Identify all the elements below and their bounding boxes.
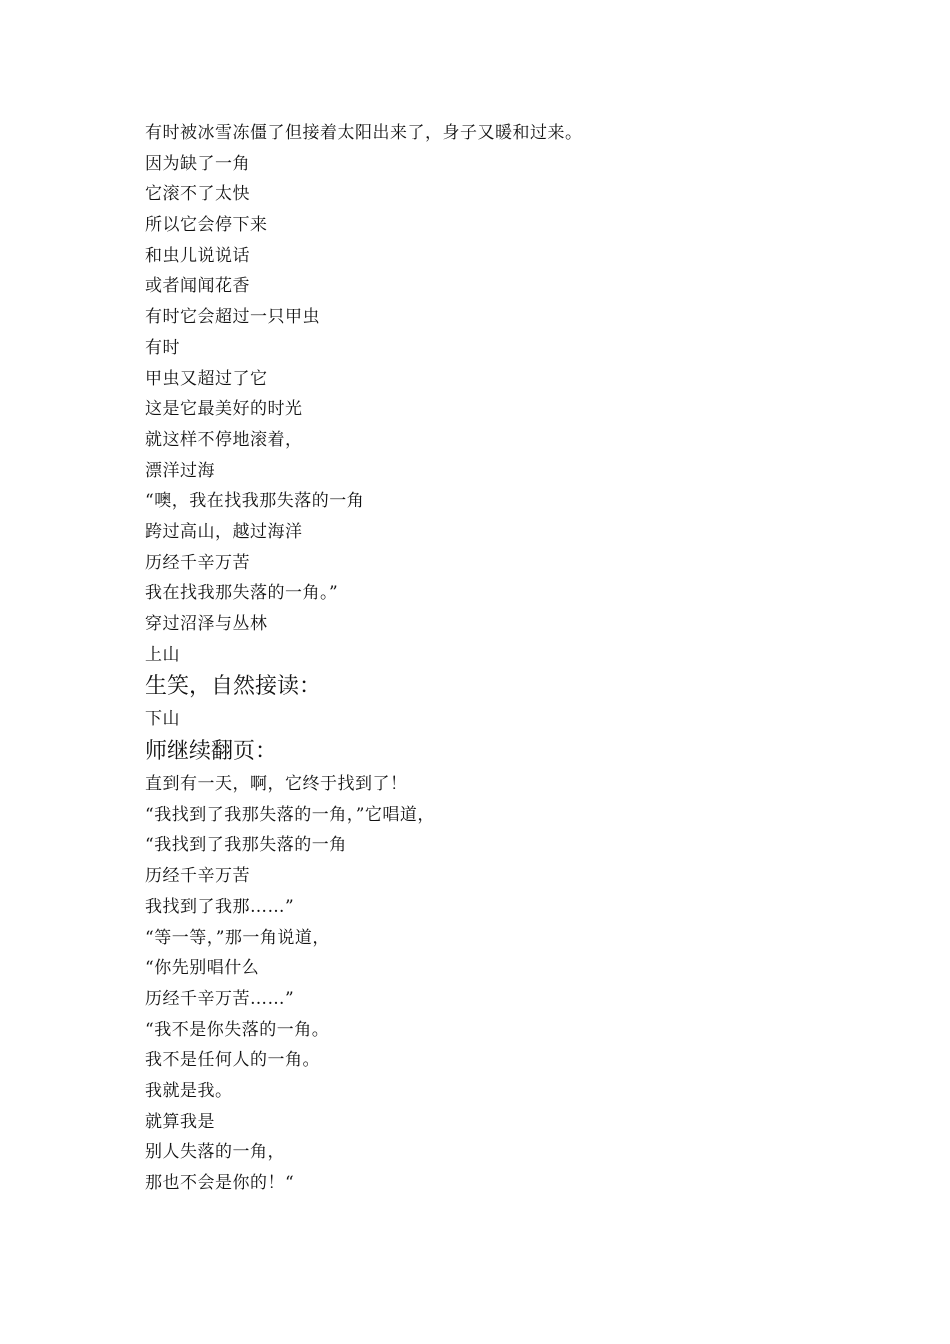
text-line: 就这样不停地滚着， bbox=[145, 429, 303, 450]
stage-direction: 生笑，自然接读： bbox=[145, 674, 322, 700]
text-line: 所以它会停下来 bbox=[145, 215, 268, 236]
text-line: 历经千辛万苦 bbox=[145, 866, 250, 887]
text-line: 漂洋过海 bbox=[145, 460, 215, 481]
text-line: 那也不会是你的！“ bbox=[145, 1173, 295, 1193]
text-line: “我找到了我那失落的一角，”它唱道， bbox=[145, 804, 435, 825]
text-line: 下山 bbox=[145, 709, 180, 730]
text-line: 因为缺了一角 bbox=[145, 153, 250, 174]
text-line: 穿过沼泽与丛林 bbox=[145, 614, 268, 634]
stage-direction: 师继续翻页： bbox=[145, 739, 278, 765]
text-line: 它滚不了太快 bbox=[145, 184, 250, 205]
text-line: 就算我是 bbox=[145, 1111, 215, 1132]
text-line: 历经千辛万苦……” bbox=[145, 988, 295, 1009]
text-line: 直到有一天，啊，它终于找到了！ bbox=[145, 774, 408, 795]
text-line: 甲虫又超过了它 bbox=[145, 368, 268, 389]
text-line: 和虫儿说说话 bbox=[145, 245, 250, 266]
text-line: 历经千辛万苦 bbox=[145, 552, 250, 573]
text-line: “你先别唱什么 bbox=[145, 958, 260, 979]
document-body bbox=[145, 118, 865, 1199]
text-line: 我找到了我那……” bbox=[145, 896, 295, 917]
text-line: 跨过高山，越过海洋 bbox=[145, 521, 303, 542]
text-line: “等一等，”那一角说道， bbox=[145, 927, 330, 948]
text-line: 或者闻闻花香 bbox=[145, 276, 250, 297]
text-line: 我就是我。 bbox=[145, 1080, 233, 1101]
text-line: 有时 bbox=[145, 337, 180, 358]
text-line: 别人失落的一角， bbox=[145, 1142, 285, 1163]
text-line: 这是它最美好的时光 bbox=[145, 399, 303, 420]
text-line: “噢，我在找我那失落的一角 bbox=[145, 491, 365, 512]
text-line: 我不是任何人的一角。 bbox=[145, 1050, 320, 1071]
text-line: 有时它会超过一只甲虫 bbox=[145, 307, 320, 328]
text-line: “我不是你失落的一角。 bbox=[145, 1019, 330, 1040]
text-line: 上山 bbox=[145, 644, 180, 665]
text-line: “我找到了我那失落的一角 bbox=[145, 835, 347, 856]
text-line: 我在找我那失落的一角。” bbox=[145, 583, 339, 604]
text-line: 有时被冰雪冻僵了但接着太阳出来了，身子又暖和过来。 bbox=[145, 123, 583, 143]
